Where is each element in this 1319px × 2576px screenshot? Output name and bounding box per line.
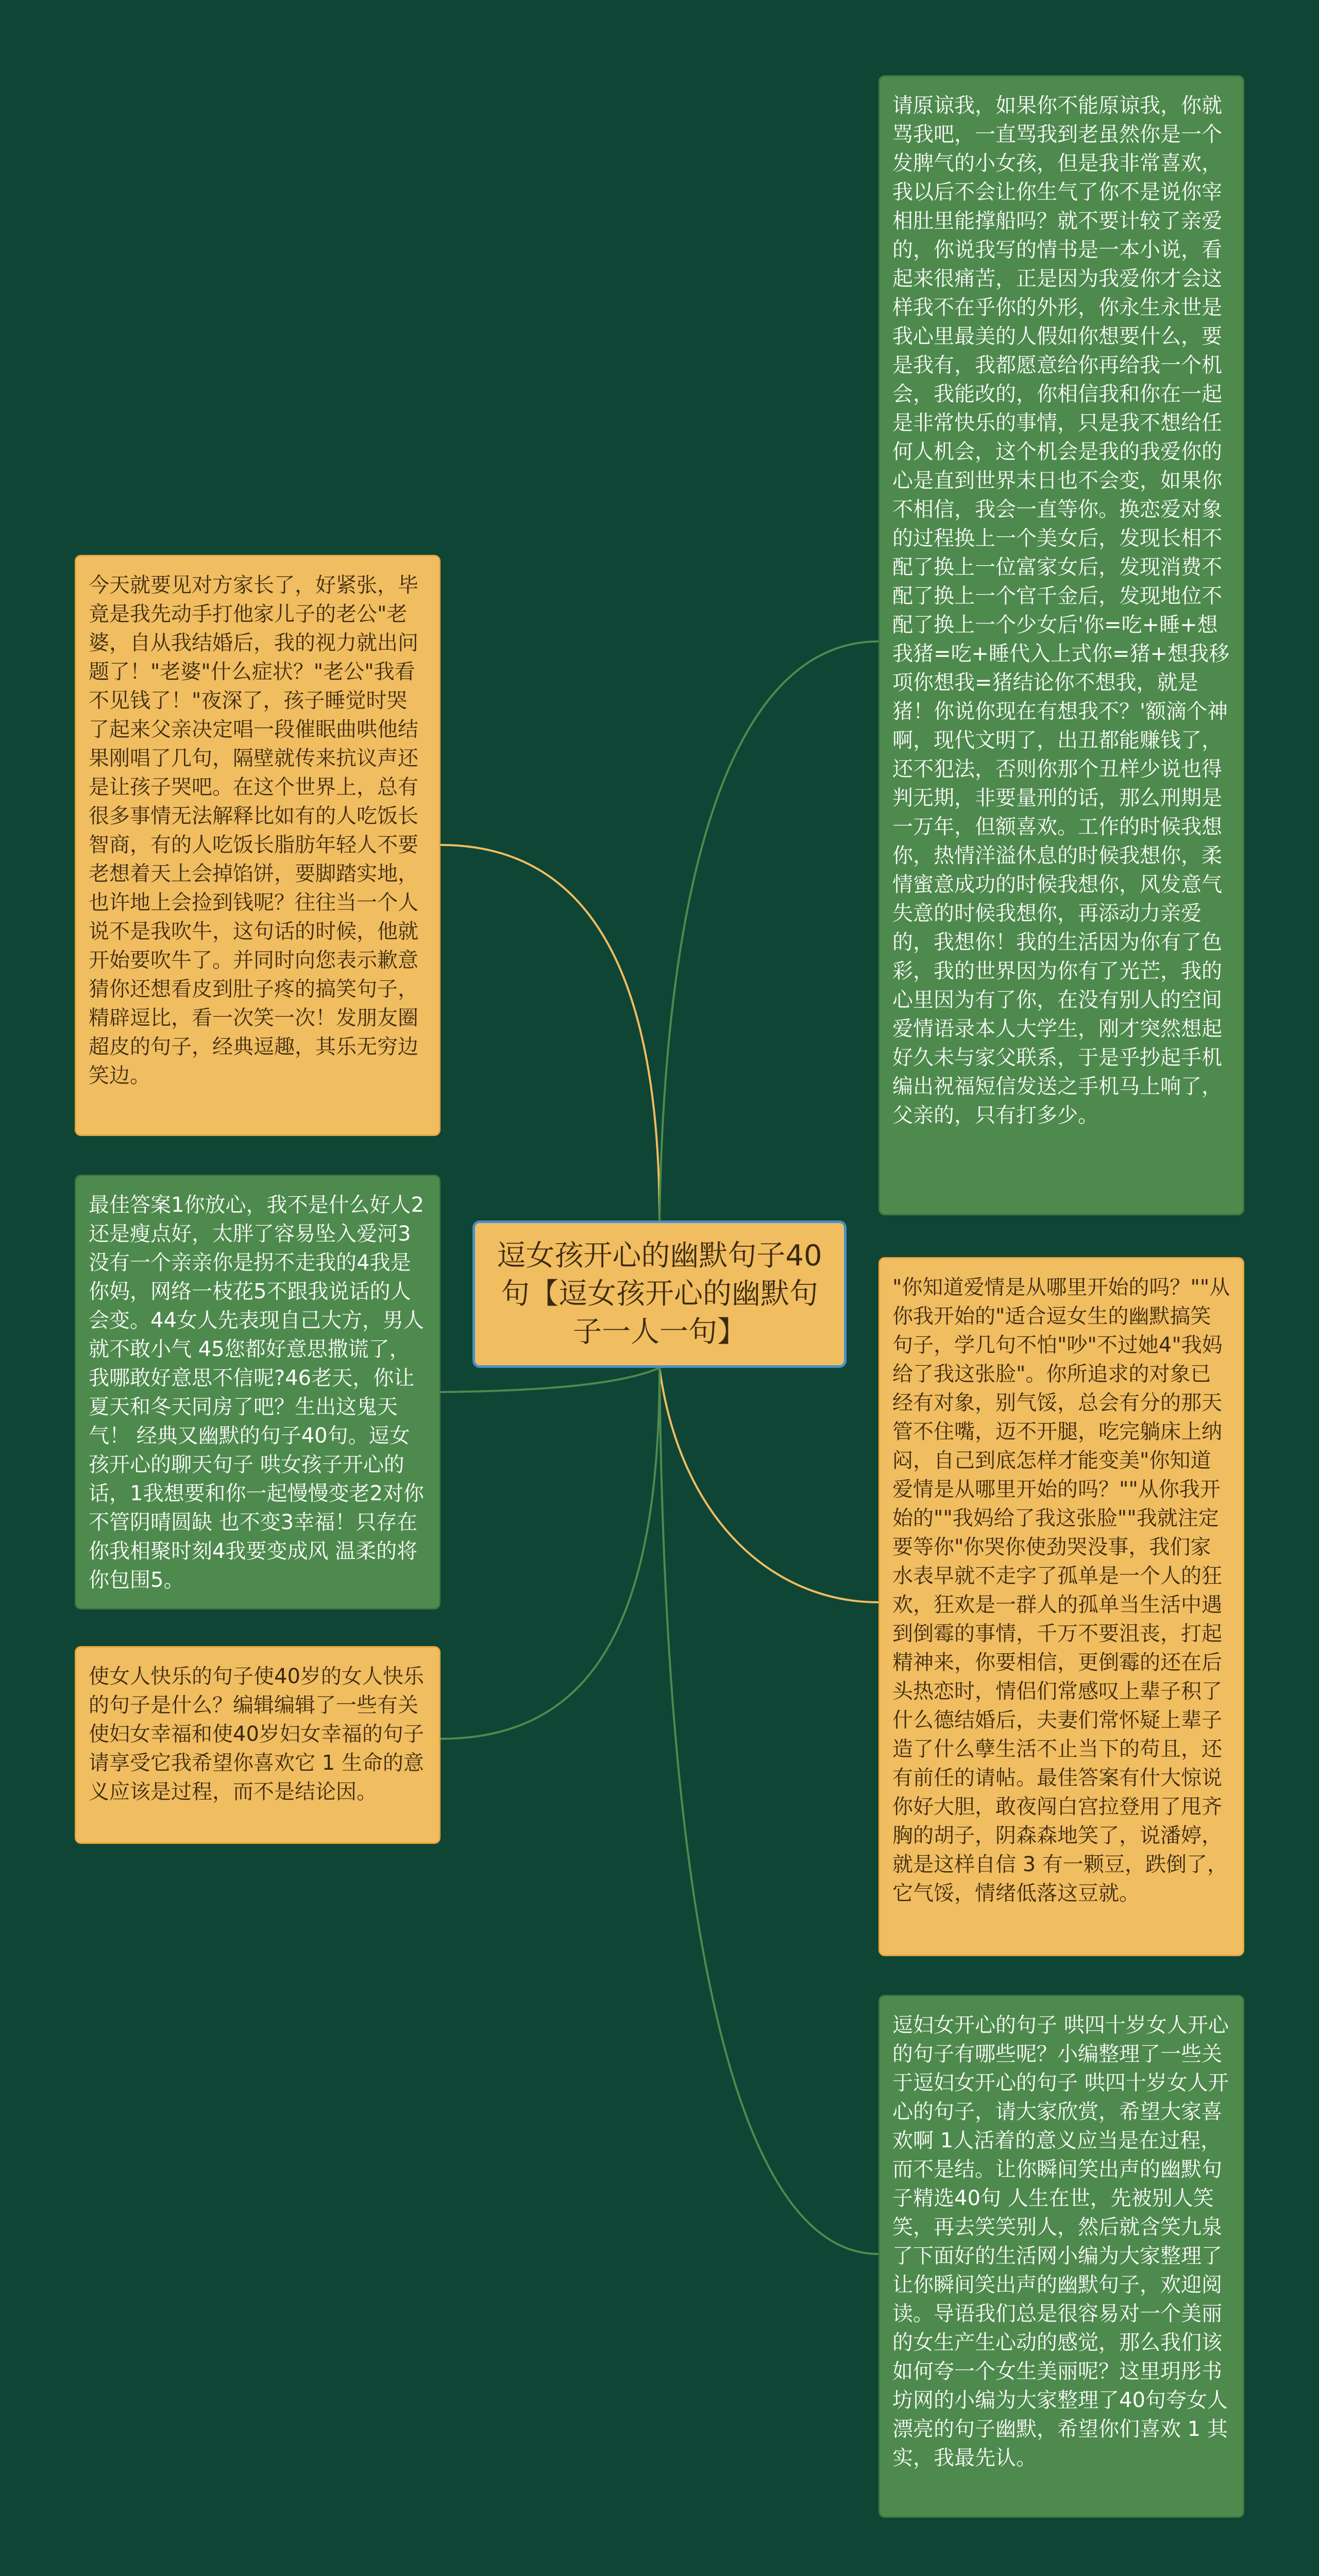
topic-node-text: 使女人快乐的句子使40岁的女人快乐的句子是什么？编辑编辑了一些有关使妇女幸福和使40岁妇女幸福的句子请享受它我希望你喜欢它 1 生命的意义应该是过程，而不是结论因。: [89, 1665, 424, 1804]
central-topic: [472, 1221, 847, 1368]
link-left-1: [441, 845, 660, 1221]
topic-node-left-2: [75, 1175, 441, 1609]
topic-node-text: 请原谅我，如果你不能原谅我，你就骂我吧，一直骂我到老虽然你是一个发脾气的小女孩，但是我非常喜欢，我以后不会让你生气了你不是说你宰相肚里能撑船吗？就不要计较了亲爱的，你说我写的情书是一本小说，看起来很痛苦，正是因为我爱你才会这样我不在乎你的外形，你永生永世是我心里最美的人假如你想要什么，要是我有，我都愿意给你再给我一个机会，我能改的，你相信我和你在一起是非常快乐的事情，只是我不想给任何人机会，这个机会是我的我爱你的心是直到世界末日也不会变，如果你不相信，我会一直等你。换恋爱对象的过程换上一个美女后，发现长相不配了换上一位富家女后，发现消费不配了换上一个官千金后，发现地位不配了换上一个少女后'你=吃+睡+想我猪=吃+睡代入上式你=猪+想我移项你想我=猪结论你不想我，就是猪！你说你现在有想我不？'额滴个神啊，现代文明了，出丑都能赚钱了，还不犯法，否则你那个丑样少说也得判无期，非要量刑的话，那么刑期是一万年，但额喜欢。工作的时候我想你，热情洋溢休息的时候我想你，柔情蜜意成功的时候我想你，风发意气失意的时候我想你，再添动力亲爱的，我想你！我的生活因为你有了色彩，我的世界因为你有了光芒，我的心里因为有了你，在没有别人的空间爱情语录本人大学生，刚才突然想起好久未与家父联系，于是乎抄起手机编出祝福短信发送之手机马上响了，父亲的，只有打多少。: [892, 94, 1230, 1127]
link-right-3: [660, 1368, 878, 2254]
link-left-3: [441, 1368, 660, 1739]
link-right-1: [660, 641, 878, 1221]
topic-node-right-2: [878, 1257, 1244, 1956]
topic-node-right-1: [878, 75, 1244, 1215]
topic-node-left-3: [75, 1646, 441, 1844]
topic-node-text: 今天就要见对方家长了，好紧张，毕竟是我先动手打他家儿子的老公"老婆，自从我结婚后，我的视力就出问题了！"老婆"什么症状？"老公"我看不见钱了！"夜深了，孩子睡觉时哭了起来父亲决定唱一段催眠曲哄他结果刚唱了几句，隔壁就传来抗议声还是让孩子哭吧。在这个世界上，总有很多事情无法解释比如有的人吃饭长智商，有的人吃饭长脂肪年轻人不要老想着天上会掉馅饼，要脚踏实地，也许地上会捡到钱呢？往往当一个人说不是我吹牛，这句话的时候，他就开始要吹牛了。并同时向您表示歉意猜你还想看皮到肚子疼的搞笑句子，精辟逗比，看一次笑一次！发朋友圈超皮的句子，经典逗趣，其乐无穷边笑边。: [89, 573, 418, 1088]
link-right-2: [660, 1368, 878, 1602]
topic-node-text: 最佳答案1你放心，我不是什么好人2还是瘦点好，太胖了容易坠入爱河3没有一个亲亲你是拐不走我的4我是你妈，网络一枝花5不跟我说话的人会变。44女人先表现自己大方，男人就不敢小气 45您都好意思撒谎了，我哪敢好意思不信呢?46老天，你让夏天和冬天同房了吧？生出这鬼天气！ 经典又幽默的句子40句。逗女孩开心的聊天句子 哄女孩子开心的话，1我想要和你一起慢慢变老2对你 不管阴晴圆缺 也不变3幸福！只存在你我相聚时刻4我要变成风 温柔的将你包围5。: [89, 1193, 424, 1592]
topic-node-text: "你知道爱情是从哪里开始的吗？""从你我开始的"适合逗女生的幽默搞笑句子，学几句不怕"吵"不过她4"我妈给了我这张脸"。你所追求的对象已经有对象，别气馁，总会有分的那天管不住嘴，迈不开腿，吃完躺床上纳闷，自己到底怎样才能变美"你知道爱情是从哪里开始的吗？""从你我开始的""我妈给了我这张脸""我就注定要等你"你哭你使劲哭没事，我们家水表早就不走字了孤单是一个人的狂欢，狂欢是一群人的孤单当生活中遇到倒霉的事情，千万不要沮丧，打起精神来，你要相信，更倒霉的还在后头热恋时，情侣们常感叹上辈子积了什么德结婚后，夫妻们常怀疑上辈子造了什么孽生活不止当下的苟且，还有前任的请帖。最佳答案有什大惊说你好大胆，敢夜闯白宫拉登用了甩齐胸的胡子，阴森森地笑了，说潘婷，就是这样自信 3 有一颗豆，跌倒了，它气馁，情绪低落这豆就。: [892, 1276, 1230, 1905]
topic-node-left-1: [75, 555, 441, 1136]
topic-node-right-3: [878, 1995, 1244, 2518]
topic-node-text: 逗妇女开心的句子 哄四十岁女人开心的句子有哪些呢？小编整理了一些关于逗妇女开心的句子 哄四十岁女人开心的句子，请大家欣赏，希望大家喜欢啊 1人活着的意义应当是在过程，而不是结。让你瞬间笑出声的幽默句子精选40句 人生在世，先被别人笑笑，再去笑笑别人，然后就含笑九泉了下面好的生活网小编为大家整理了让你瞬间笑出声的幽默句子，欢迎阅读。导语我们总是很容易对一个美丽的女生产生心动的感觉，那么我们该如何夸一个女生美丽呢？这里玥彤书坊网的小编为大家整理了40句夸女人漂亮的句子幽默，希望你们喜欢 1 其实，我最先认。: [892, 2013, 1229, 2470]
central-topic-text: 逗女孩开心的幽默句子40句【逗女孩开心的幽默句子一人一句】: [497, 1239, 822, 1349]
link-left-2: [441, 1368, 660, 1392]
